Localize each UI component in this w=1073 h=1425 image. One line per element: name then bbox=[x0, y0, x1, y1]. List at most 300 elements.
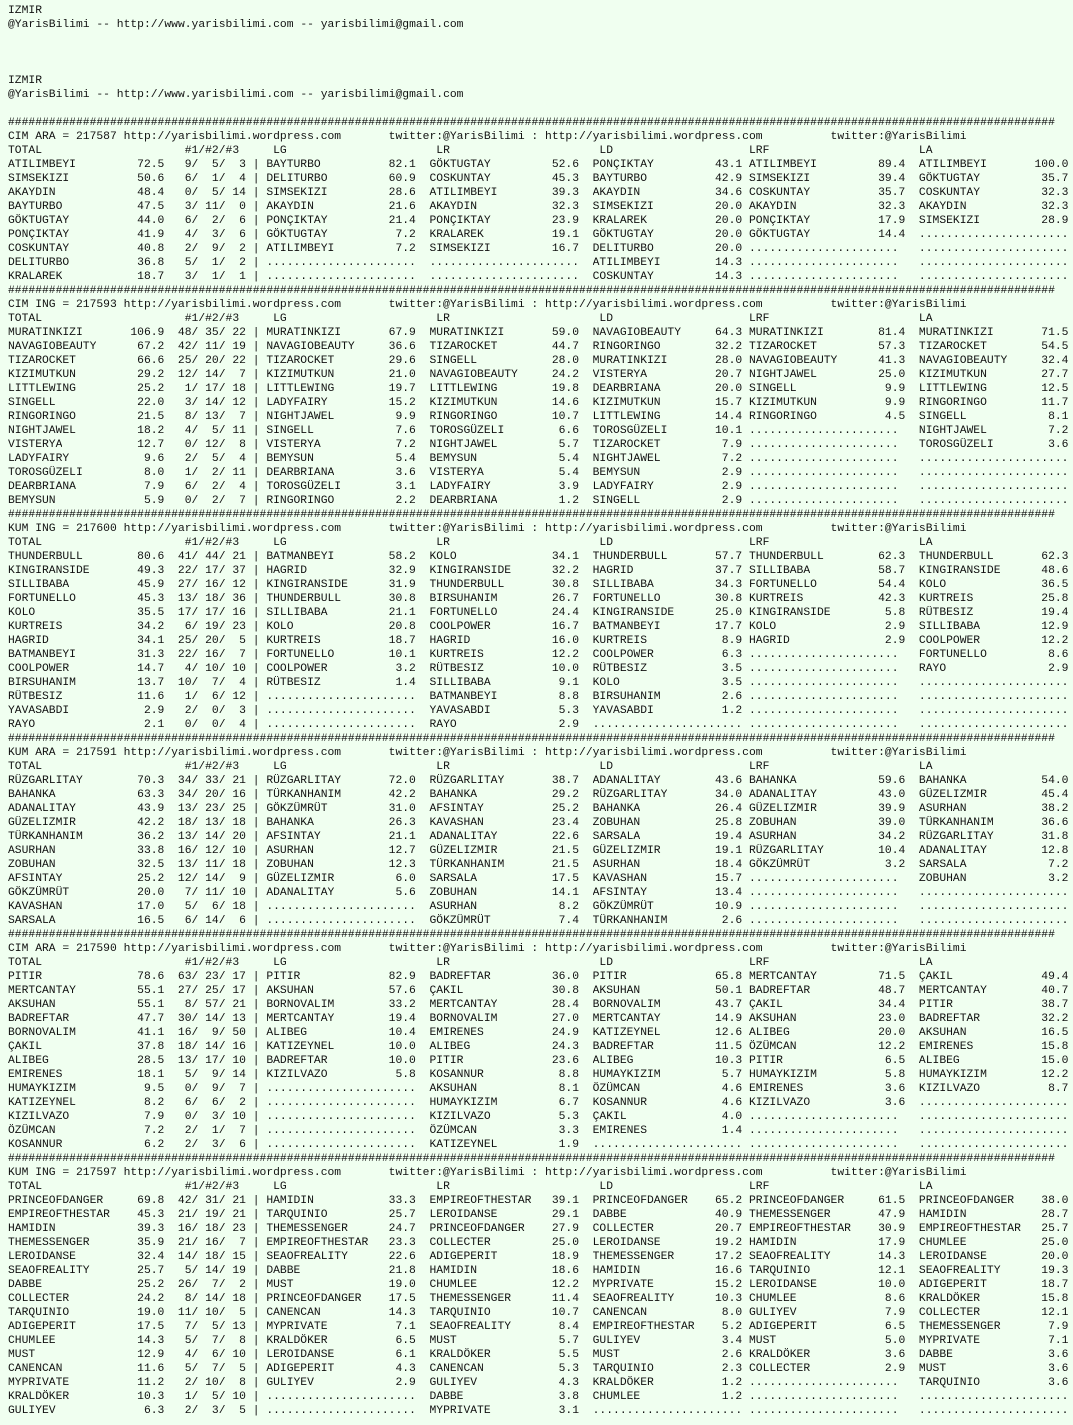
third-count: 37 bbox=[232, 565, 246, 577]
slash: / bbox=[218, 1265, 226, 1277]
lr-horse-name: BIRSUHANIM bbox=[429, 593, 498, 605]
lr-score: 5.3 bbox=[558, 1363, 580, 1375]
lrf-score: 54.4 bbox=[878, 579, 906, 591]
table-row bbox=[8, 424, 1073, 438]
lr-horse-name: ASURHAN bbox=[429, 901, 478, 913]
lg-horse-name: TIZAROCKET bbox=[266, 355, 335, 367]
slash: / bbox=[218, 551, 226, 563]
second-count: 3 bbox=[211, 1111, 219, 1123]
horse-name: MURATINKIZI bbox=[8, 327, 83, 339]
column-divider: | bbox=[252, 229, 260, 241]
la-horse-name: ALIBEG bbox=[918, 1055, 960, 1067]
lg-horse-name: KINGIRANSIDE bbox=[266, 579, 348, 591]
lg-horse-name: MUST bbox=[266, 1279, 294, 1291]
ld-empty-cell: ...................... bbox=[592, 719, 743, 731]
la-empty-cell: ...................... bbox=[918, 691, 1069, 703]
ld-score: 50.1 bbox=[714, 985, 743, 997]
table-row bbox=[8, 858, 1073, 872]
slash: / bbox=[191, 1349, 199, 1361]
header-lr: LR bbox=[436, 1181, 450, 1193]
lr-score: 19.1 bbox=[551, 229, 580, 241]
ld-horse-name: KOSANNUR bbox=[592, 1097, 648, 1109]
horse-name: NAVAGIOBEAUTY bbox=[8, 341, 97, 353]
slash: / bbox=[191, 775, 199, 787]
lr-score: 21.5 bbox=[551, 845, 580, 857]
lr-score: 17.5 bbox=[551, 873, 580, 885]
ld-score: 65.2 bbox=[714, 1195, 743, 1207]
total-score: 45.9 bbox=[137, 579, 165, 591]
header-la: LA bbox=[918, 313, 933, 325]
lrf-horse-name: SIMSEKIZI bbox=[748, 173, 811, 185]
slash: / bbox=[191, 831, 199, 843]
table-row bbox=[8, 1250, 1073, 1264]
la-empty-cell: ...................... bbox=[918, 453, 1069, 465]
la-score: 8.1 bbox=[1048, 411, 1069, 423]
header-places: #1/#2/#3 bbox=[184, 537, 240, 549]
lg-horse-name: BAYTURBO bbox=[266, 159, 321, 171]
la-empty-cell: ...................... bbox=[918, 719, 1069, 731]
slash: / bbox=[191, 1307, 199, 1319]
la-score: 31.8 bbox=[1041, 831, 1069, 843]
lg-horse-name: RÜTBESIZ bbox=[266, 677, 321, 689]
third-count: 11 bbox=[232, 467, 246, 479]
la-score: 12.2 bbox=[1041, 635, 1069, 647]
total-score: 2.9 bbox=[143, 705, 165, 717]
lrf-horse-name: MERTCANTAY bbox=[748, 971, 817, 983]
slash: / bbox=[218, 621, 226, 633]
ld-horse-name: VISTERYA bbox=[592, 369, 648, 381]
lrf-score: 3.6 bbox=[884, 1083, 906, 1095]
first-count: 34 bbox=[177, 789, 192, 801]
lr-score: 22.6 bbox=[551, 831, 580, 843]
horse-name: BATMANBEYI bbox=[8, 649, 76, 661]
lrf-horse-name: NIGHTJAWEL bbox=[748, 369, 817, 381]
la-horse-name: KRALDÖKER bbox=[918, 1293, 981, 1305]
total-score: 11.2 bbox=[137, 1377, 165, 1389]
lg-score: 30.8 bbox=[388, 593, 416, 605]
horse-name: LADYFAIRY bbox=[8, 453, 70, 465]
slash: / bbox=[218, 187, 226, 199]
la-score: 12.8 bbox=[1041, 845, 1069, 857]
lg-empty-cell: ...................... bbox=[266, 719, 416, 731]
table-row bbox=[8, 1138, 1073, 1152]
third-count: 5 bbox=[239, 635, 246, 647]
lrf-score: 62.3 bbox=[878, 551, 906, 563]
lrf-score: 10.0 bbox=[878, 1279, 906, 1291]
total-score: 9.5 bbox=[143, 1083, 165, 1095]
second-count: 11 bbox=[205, 859, 219, 871]
lg-score: 21.8 bbox=[388, 1265, 416, 1277]
la-empty-cell: ...................... bbox=[918, 1111, 1069, 1123]
ld-horse-name: ALIBEG bbox=[592, 1055, 634, 1067]
lg-horse-name: MERTCANTAY bbox=[266, 1013, 335, 1025]
lr-score: 10.7 bbox=[551, 1307, 580, 1319]
slash: / bbox=[218, 1111, 226, 1123]
third-count: 4 bbox=[239, 173, 246, 185]
ld-horse-name: ATILIMBEYI bbox=[592, 257, 661, 269]
horse-name: GÖKZÜMRÜT bbox=[8, 887, 70, 899]
second-count: 1 bbox=[211, 257, 219, 269]
lr-horse-name: LEROIDANSE bbox=[429, 1209, 498, 1221]
lr-score: 3.3 bbox=[558, 1125, 580, 1137]
lr-score: 7.4 bbox=[558, 915, 580, 927]
total-score: 37.8 bbox=[137, 1041, 165, 1053]
second-count: 20 bbox=[205, 635, 219, 647]
lr-horse-name: BORNOVALIM bbox=[429, 1013, 498, 1025]
lrf-score: 14.3 bbox=[878, 1251, 906, 1263]
ld-horse-name: GÖKTUGTAY bbox=[592, 229, 654, 241]
slash: / bbox=[218, 803, 226, 815]
hash-separator: ########################################################################################################################################################## bbox=[8, 929, 1055, 941]
lr-score: 5.4 bbox=[558, 467, 580, 479]
separator-line bbox=[8, 116, 1073, 130]
slash: / bbox=[218, 215, 226, 227]
horse-name: GÖKTUGTAY bbox=[8, 215, 70, 227]
second-count: 2 bbox=[211, 481, 219, 493]
first-count: 0 bbox=[184, 495, 192, 507]
third-count: 21 bbox=[232, 1195, 246, 1207]
lg-score: 24.7 bbox=[388, 1223, 416, 1235]
slash: / bbox=[218, 831, 226, 843]
lg-empty-cell: ...................... bbox=[266, 1139, 416, 1151]
ld-horse-name: AFSINTAY bbox=[592, 887, 648, 899]
slash: / bbox=[218, 1055, 226, 1067]
slash: / bbox=[191, 999, 199, 1011]
column-divider: | bbox=[252, 467, 260, 479]
table-row bbox=[8, 592, 1073, 606]
lr-score: 3.9 bbox=[558, 481, 580, 493]
slash: / bbox=[218, 1363, 226, 1375]
table-row bbox=[8, 1264, 1073, 1278]
lrf-horse-name: KINGIRANSIDE bbox=[748, 607, 831, 619]
slash: / bbox=[191, 495, 199, 507]
table-row bbox=[8, 550, 1073, 564]
horse-name: AKSUHAN bbox=[8, 999, 56, 1011]
second-count: 7 bbox=[211, 1335, 219, 1347]
slash: / bbox=[218, 565, 226, 577]
first-count: 26 bbox=[177, 1279, 192, 1291]
slash: / bbox=[218, 453, 226, 465]
total-score: 22.0 bbox=[137, 397, 165, 409]
la-horse-name: GÖKTUGTAY bbox=[918, 173, 981, 185]
first-count: 4 bbox=[184, 1349, 192, 1361]
lrf-score: 47.9 bbox=[878, 1209, 906, 1221]
slash: / bbox=[191, 649, 199, 661]
third-count: 18 bbox=[232, 383, 246, 395]
column-divider: | bbox=[252, 355, 260, 367]
slash: / bbox=[218, 1321, 226, 1333]
la-horse-name: BADREFTAR bbox=[918, 1013, 981, 1025]
lg-horse-name: DEARBRIANA bbox=[266, 467, 335, 479]
first-count: 13 bbox=[177, 1055, 192, 1067]
lr-score: 27.0 bbox=[551, 1013, 580, 1025]
lrf-horse-name: HAMIDIN bbox=[748, 1237, 797, 1249]
slash: / bbox=[191, 789, 199, 801]
lrf-empty-cell: ...................... bbox=[748, 1405, 899, 1417]
lg-horse-name: ATILIMBEYI bbox=[266, 243, 335, 255]
horse-name: CANENCAN bbox=[8, 1363, 63, 1375]
ld-horse-name: DELITURBO bbox=[592, 243, 654, 255]
lrf-horse-name: SEAOFREALITY bbox=[748, 1251, 831, 1263]
table-row bbox=[8, 1194, 1073, 1208]
ld-score: 17.7 bbox=[714, 621, 743, 633]
la-horse-name: SILLIBABA bbox=[918, 621, 981, 633]
lr-horse-name: RÜZGARLITAY bbox=[429, 775, 505, 787]
column-divider: | bbox=[252, 803, 260, 815]
third-count: 25 bbox=[232, 803, 246, 815]
column-divider: | bbox=[252, 1223, 260, 1235]
table-row bbox=[8, 886, 1073, 900]
ld-score: 19.4 bbox=[714, 831, 743, 843]
horse-name: PITIR bbox=[8, 971, 42, 983]
ld-score: 20.0 bbox=[714, 201, 743, 213]
ld-score: 25.8 bbox=[714, 817, 743, 829]
column-divider: | bbox=[252, 1069, 260, 1081]
lg-horse-name: KOLO bbox=[266, 621, 294, 633]
horse-name: ÇAKIL bbox=[8, 1041, 42, 1053]
horse-name: SILLIBABA bbox=[8, 579, 70, 591]
first-count: 2 bbox=[184, 243, 192, 255]
header-lg: LG bbox=[273, 1181, 287, 1193]
lr-horse-name: COLLECTER bbox=[429, 1237, 491, 1249]
slash: / bbox=[191, 481, 199, 493]
slash: / bbox=[191, 453, 199, 465]
lrf-horse-name: AKSUHAN bbox=[748, 1013, 797, 1025]
ld-horse-name: MURATINKIZI bbox=[592, 355, 668, 367]
ld-score: 2.3 bbox=[721, 1363, 743, 1375]
second-count: 23 bbox=[205, 803, 219, 815]
horse-name: ADIGEPERIT bbox=[8, 1321, 76, 1333]
ld-score: 10.3 bbox=[714, 1293, 743, 1305]
second-count: 3 bbox=[211, 229, 219, 241]
la-score: 19.4 bbox=[1041, 607, 1069, 619]
la-score: 38.7 bbox=[1041, 999, 1069, 1011]
lrf-horse-name: ATILIMBEYI bbox=[748, 159, 817, 171]
ld-score: 17.2 bbox=[714, 1251, 743, 1263]
lr-score: 25.0 bbox=[551, 1237, 580, 1249]
column-divider: | bbox=[252, 1055, 260, 1067]
table-row bbox=[8, 1124, 1073, 1138]
race-title: CIM ARA = 217590 http://yarisbilimi.wordpress.com bbox=[8, 943, 342, 955]
slash: / bbox=[218, 1391, 226, 1403]
total-score: 25.2 bbox=[137, 1279, 165, 1291]
ld-horse-name: DABBE bbox=[592, 1209, 627, 1221]
la-score: 15.8 bbox=[1041, 1041, 1069, 1053]
ld-score: 20.0 bbox=[714, 383, 743, 395]
ld-score: 8.9 bbox=[721, 635, 743, 647]
la-score: 19.3 bbox=[1041, 1265, 1069, 1277]
ld-score: 10.3 bbox=[714, 1055, 743, 1067]
header-la: LA bbox=[918, 537, 933, 549]
column-header bbox=[8, 760, 1073, 774]
lr-score: 16.7 bbox=[551, 621, 580, 633]
horse-name: DABBE bbox=[8, 1279, 42, 1291]
lr-score: 39.1 bbox=[551, 1195, 580, 1207]
first-count: 13 bbox=[177, 593, 192, 605]
table-row bbox=[8, 830, 1073, 844]
lg-score: 12.3 bbox=[388, 859, 416, 871]
ld-score: 19.1 bbox=[714, 845, 743, 857]
header-places: #1/#2/#3 bbox=[184, 1181, 240, 1193]
la-empty-cell: ...................... bbox=[918, 1097, 1069, 1109]
second-count: 18 bbox=[205, 1223, 219, 1235]
second-count: 16 bbox=[205, 1237, 219, 1249]
slash: / bbox=[218, 971, 226, 983]
slash: / bbox=[191, 677, 199, 689]
second-count: 17 bbox=[205, 607, 219, 619]
twitter-handle: twitter:@YarisBilimi bbox=[830, 1167, 967, 1179]
lrf-score: 23.0 bbox=[878, 1013, 906, 1025]
lr-horse-name: VISTERYA bbox=[429, 467, 484, 479]
ld-horse-name: CHUMLEE bbox=[592, 1391, 641, 1403]
first-count: 42 bbox=[177, 341, 192, 353]
la-score: 2.9 bbox=[1048, 663, 1069, 675]
slash: / bbox=[218, 789, 226, 801]
lr-score: 12.2 bbox=[551, 649, 580, 661]
table-row bbox=[8, 256, 1073, 270]
slash: / bbox=[191, 1391, 199, 1403]
lg-horse-name: AFSINTAY bbox=[266, 831, 321, 843]
total-score: 35.5 bbox=[137, 607, 165, 619]
ld-horse-name: BADREFTAR bbox=[592, 1041, 654, 1053]
la-horse-name: LITTLEWING bbox=[918, 383, 987, 395]
first-count: 0 bbox=[184, 187, 192, 199]
lrf-score: 6.5 bbox=[884, 1321, 906, 1333]
lg-horse-name: FORTUNELLO bbox=[266, 649, 335, 661]
ld-horse-name: SIMSEKIZI bbox=[592, 201, 654, 213]
table-row bbox=[8, 816, 1073, 830]
ld-horse-name: KURTREIS bbox=[592, 635, 648, 647]
slash: / bbox=[191, 397, 199, 409]
header-lrf: LRF bbox=[748, 313, 770, 325]
ld-horse-name: BIRSUHANIM bbox=[592, 691, 661, 703]
third-count: 2 bbox=[239, 257, 246, 269]
la-empty-cell: ...................... bbox=[918, 229, 1069, 241]
second-count: 7 bbox=[211, 677, 219, 689]
lg-score: 10.1 bbox=[388, 649, 416, 661]
lrf-horse-name: GÜZELIZMIR bbox=[748, 803, 817, 815]
table-row bbox=[8, 1222, 1073, 1236]
second-count: 14 bbox=[205, 369, 219, 381]
lrf-horse-name: LEROIDANSE bbox=[748, 1279, 817, 1291]
third-count: 5 bbox=[239, 1405, 246, 1417]
lr-horse-name: HAGRID bbox=[429, 635, 471, 647]
first-count: 1 bbox=[184, 691, 192, 703]
la-score: 25.7 bbox=[1041, 1223, 1069, 1235]
lg-horse-name: PONÇIKTAY bbox=[266, 215, 328, 227]
third-count: 10 bbox=[232, 1055, 246, 1067]
column-divider: | bbox=[252, 649, 260, 661]
la-horse-name: GÜZELIZMIR bbox=[918, 789, 987, 801]
horse-name: EMIRENES bbox=[8, 1069, 63, 1081]
lrf-empty-cell: ...................... bbox=[748, 481, 899, 493]
third-count: 4 bbox=[239, 481, 246, 493]
lrf-empty-cell: ...................... bbox=[748, 1391, 899, 1403]
third-count: 0 bbox=[239, 201, 246, 213]
lrf-horse-name: KIZILVAZO bbox=[748, 1097, 811, 1109]
lg-score: 7.1 bbox=[395, 1321, 416, 1333]
ld-empty-cell: ...................... bbox=[592, 1405, 743, 1417]
lr-horse-name: KINGIRANSIDE bbox=[429, 565, 512, 577]
slash: / bbox=[191, 635, 199, 647]
slash: / bbox=[191, 411, 199, 423]
total-score: 50.6 bbox=[137, 173, 165, 185]
lr-score: 1.9 bbox=[558, 1139, 580, 1151]
slash: / bbox=[191, 467, 199, 479]
lg-score: 22.6 bbox=[388, 1251, 416, 1263]
lr-horse-name: TÜRKANHANIM bbox=[429, 859, 505, 871]
table-row bbox=[8, 1068, 1073, 1082]
lrf-horse-name: KIZIMUTKUN bbox=[748, 397, 817, 409]
header-lr: LR bbox=[436, 537, 450, 549]
third-count: 2 bbox=[239, 1279, 246, 1291]
la-score: 7.1 bbox=[1048, 1335, 1069, 1347]
la-score: 20.0 bbox=[1041, 1251, 1069, 1263]
la-score: 48.6 bbox=[1041, 565, 1069, 577]
horse-name: ATILIMBEYI bbox=[8, 159, 76, 171]
slash: / bbox=[218, 355, 226, 367]
table-row bbox=[8, 368, 1073, 382]
lg-score: 10.0 bbox=[388, 1055, 416, 1067]
lr-horse-name: LADYFAIRY bbox=[429, 481, 491, 493]
horse-name: ASURHAN bbox=[8, 845, 56, 857]
header-lrf: LRF bbox=[748, 537, 770, 549]
ld-score: 2.9 bbox=[721, 481, 743, 493]
la-score: 45.4 bbox=[1041, 789, 1069, 801]
slash: / bbox=[218, 1349, 226, 1361]
lr-horse-name: NAVAGIOBEAUTY bbox=[429, 369, 518, 381]
lr-score: 59.0 bbox=[551, 327, 580, 339]
horse-name: RAYO bbox=[8, 719, 36, 731]
header-lrf: LRF bbox=[748, 1181, 770, 1193]
total-score: 47.7 bbox=[137, 1013, 165, 1025]
ld-score: 3.5 bbox=[721, 663, 743, 675]
lg-score: 60.9 bbox=[388, 173, 416, 185]
third-count: 18 bbox=[232, 859, 246, 871]
second-count: 11 bbox=[205, 887, 219, 899]
header-ld: LD bbox=[599, 145, 614, 157]
third-count: 20 bbox=[232, 831, 246, 843]
column-divider: | bbox=[252, 607, 260, 619]
horse-name: SIMSEKIZI bbox=[8, 173, 70, 185]
table-row bbox=[8, 1390, 1073, 1404]
column-divider: | bbox=[252, 1125, 260, 1137]
second-count: 0 bbox=[211, 705, 219, 717]
first-count: 48 bbox=[177, 327, 192, 339]
second-count: 0 bbox=[211, 719, 219, 731]
column-divider: | bbox=[252, 1251, 260, 1263]
table-row bbox=[8, 382, 1073, 396]
lg-score: 18.7 bbox=[388, 635, 416, 647]
ld-score: 11.5 bbox=[714, 1041, 743, 1053]
lg-horse-name: ASURHAN bbox=[266, 845, 314, 857]
slash: / bbox=[191, 1097, 199, 1109]
lr-horse-name: KAVASHAN bbox=[429, 817, 484, 829]
lrf-horse-name: SINGELL bbox=[748, 383, 797, 395]
total-score: 29.2 bbox=[137, 369, 165, 381]
ld-score: 15.7 bbox=[714, 397, 743, 409]
slash: / bbox=[218, 1251, 226, 1263]
column-header bbox=[8, 1180, 1073, 1194]
first-count: 16 bbox=[177, 845, 192, 857]
slash: / bbox=[218, 775, 226, 787]
lg-horse-name: THEMESSENGER bbox=[266, 1223, 348, 1235]
lg-score: 5.8 bbox=[395, 1069, 416, 1081]
horse-name: TIZAROCKET bbox=[8, 355, 76, 367]
lr-horse-name: DEARBRIANA bbox=[429, 495, 498, 507]
slash: / bbox=[191, 845, 199, 857]
lrf-horse-name: PONÇIKTAY bbox=[748, 215, 811, 227]
